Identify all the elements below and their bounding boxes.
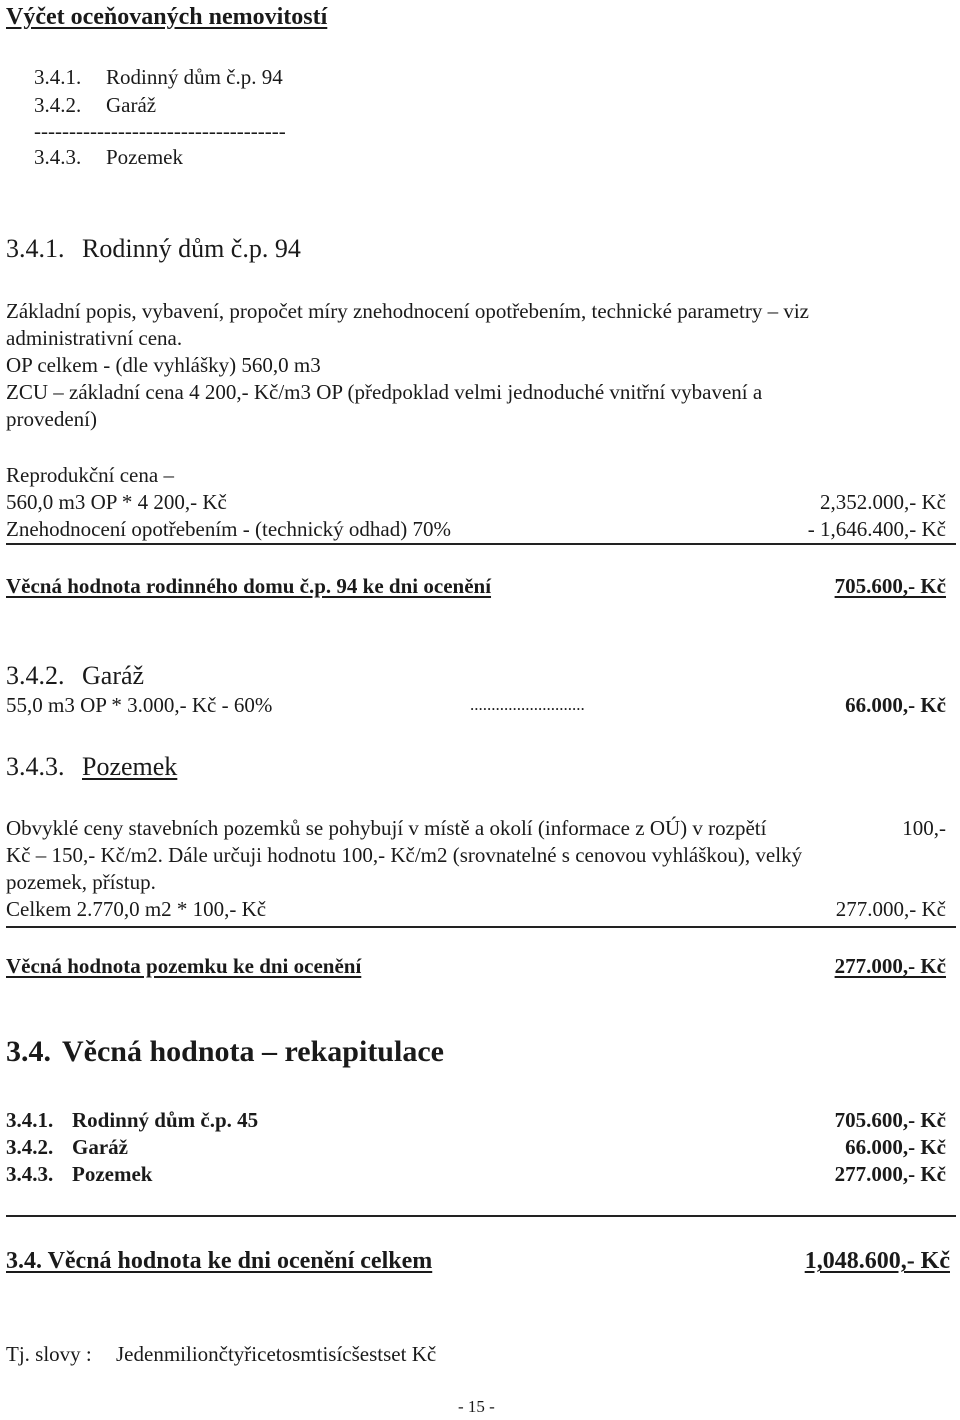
recap-heading-number: 3.4. [6, 1035, 51, 1068]
toc-item-label: Garáž [106, 93, 157, 117]
section-heading-label: Garáž [82, 661, 145, 690]
divider [6, 926, 956, 928]
land-paragraph: Obvyklé ceny stavebních pozemků se pohybují v místě a okolí (informace z OÚ) v rozpětí [6, 816, 767, 840]
land-calc-value: 277.000,- Kč [835, 897, 946, 921]
recap-item-num: 3.4.2. [6, 1135, 54, 1159]
section-heading-number: 3.4.3. [6, 752, 65, 781]
toc-item-num: 3.4.2. [34, 93, 82, 117]
page-title: Výčet oceňovaných nemovitostí [6, 4, 328, 30]
garage-calc: 55,0 m3 OP * 3.000,- Kč - 60% [6, 693, 273, 717]
recap-item-value: 66.000,- Kč [845, 1135, 946, 1159]
in-words-label: Tj. slovy : [6, 1342, 92, 1366]
depreciation-value: - 1,646.400,- Kč [807, 517, 946, 541]
garage-dots: ........................... [470, 695, 585, 714]
in-words-value: Jedenmiliončtyřicetosmtisícšestset Kč [116, 1342, 437, 1366]
house-total-label: Věcná hodnota rodinného domu č.p. 94 ke dni ocenění [6, 574, 492, 598]
land-paragraph-end: 100,- [902, 816, 946, 840]
land-paragraph: Kč – 150,- Kč/m2. Dále určuji hodnotu 100,- Kč/m2 (srovnatelné s cenovou vyhláškou), velký [6, 843, 803, 867]
recap-item-num: 3.4.1. [6, 1108, 54, 1132]
section-heading-label: Pozemek [82, 752, 178, 781]
toc-item-label: Rodinný dům č.p. 94 [106, 65, 283, 89]
toc-separator: ------------------------------------ [34, 119, 286, 143]
recap-item-value: 705.600,- Kč [834, 1108, 946, 1132]
recap-item-label: Garáž [72, 1135, 128, 1159]
toc-item-num: 3.4.3. [34, 145, 82, 169]
house-zcu-line: provedení) [6, 407, 97, 431]
page-number: - 15 - [458, 1397, 495, 1416]
toc-item-label: Pozemek [106, 145, 183, 169]
depreciation-label: Znehodnocení opotřebením - (technický odhad) 70% [6, 517, 451, 541]
repro-label: Reprodukční cena – [6, 463, 174, 487]
land-total-value: 277.000,- Kč [834, 954, 946, 978]
divider [6, 1215, 956, 1217]
section-heading-number: 3.4.1. [6, 234, 65, 263]
recap-item-value: 277.000,- Kč [834, 1162, 946, 1186]
recap-item-label: Rodinný dům č.p. 45 [72, 1108, 259, 1132]
section-heading-number: 3.4.2. [6, 661, 65, 690]
recap-item-num: 3.4.3. [6, 1162, 54, 1186]
recap-heading-label: Věcná hodnota – rekapitulace [62, 1035, 444, 1068]
toc-item-num: 3.4.1. [34, 65, 82, 89]
house-zcu-line: ZCU – základní cena 4 200,- Kč/m3 OP (předpoklad velmi jednoduché vnitřní vybavení a [6, 380, 763, 404]
recap-item-label: Pozemek [72, 1162, 153, 1186]
land-paragraph: pozemek, přístup. [6, 870, 156, 894]
repro-value: 2,352.000,- Kč [820, 490, 946, 514]
grand-total-value: 1,048.600,- Kč [804, 1248, 950, 1274]
garage-value: 66.000,- Kč [845, 693, 946, 717]
repro-calc: 560,0 m3 OP * 4 200,- Kč [6, 490, 227, 514]
section-heading-label: Rodinný dům č.p. 94 [82, 234, 301, 263]
house-total-value: 705.600,- Kč [834, 574, 946, 598]
house-description: administrativní cena. [6, 326, 183, 350]
house-description: Základní popis, vybavení, propočet míry znehodnocení opotřebením, technické parametry – viz [6, 299, 809, 323]
divider [6, 543, 956, 545]
house-op-line: OP celkem - (dle vyhlášky) 560,0 m3 [6, 353, 321, 377]
land-calc-label: Celkem 2.770,0 m2 * 100,- Kč [6, 897, 267, 921]
land-total-label: Věcná hodnota pozemku ke dni ocenění [6, 954, 362, 978]
grand-total-label: 3.4. Věcná hodnota ke dni ocenění celkem [6, 1248, 433, 1274]
